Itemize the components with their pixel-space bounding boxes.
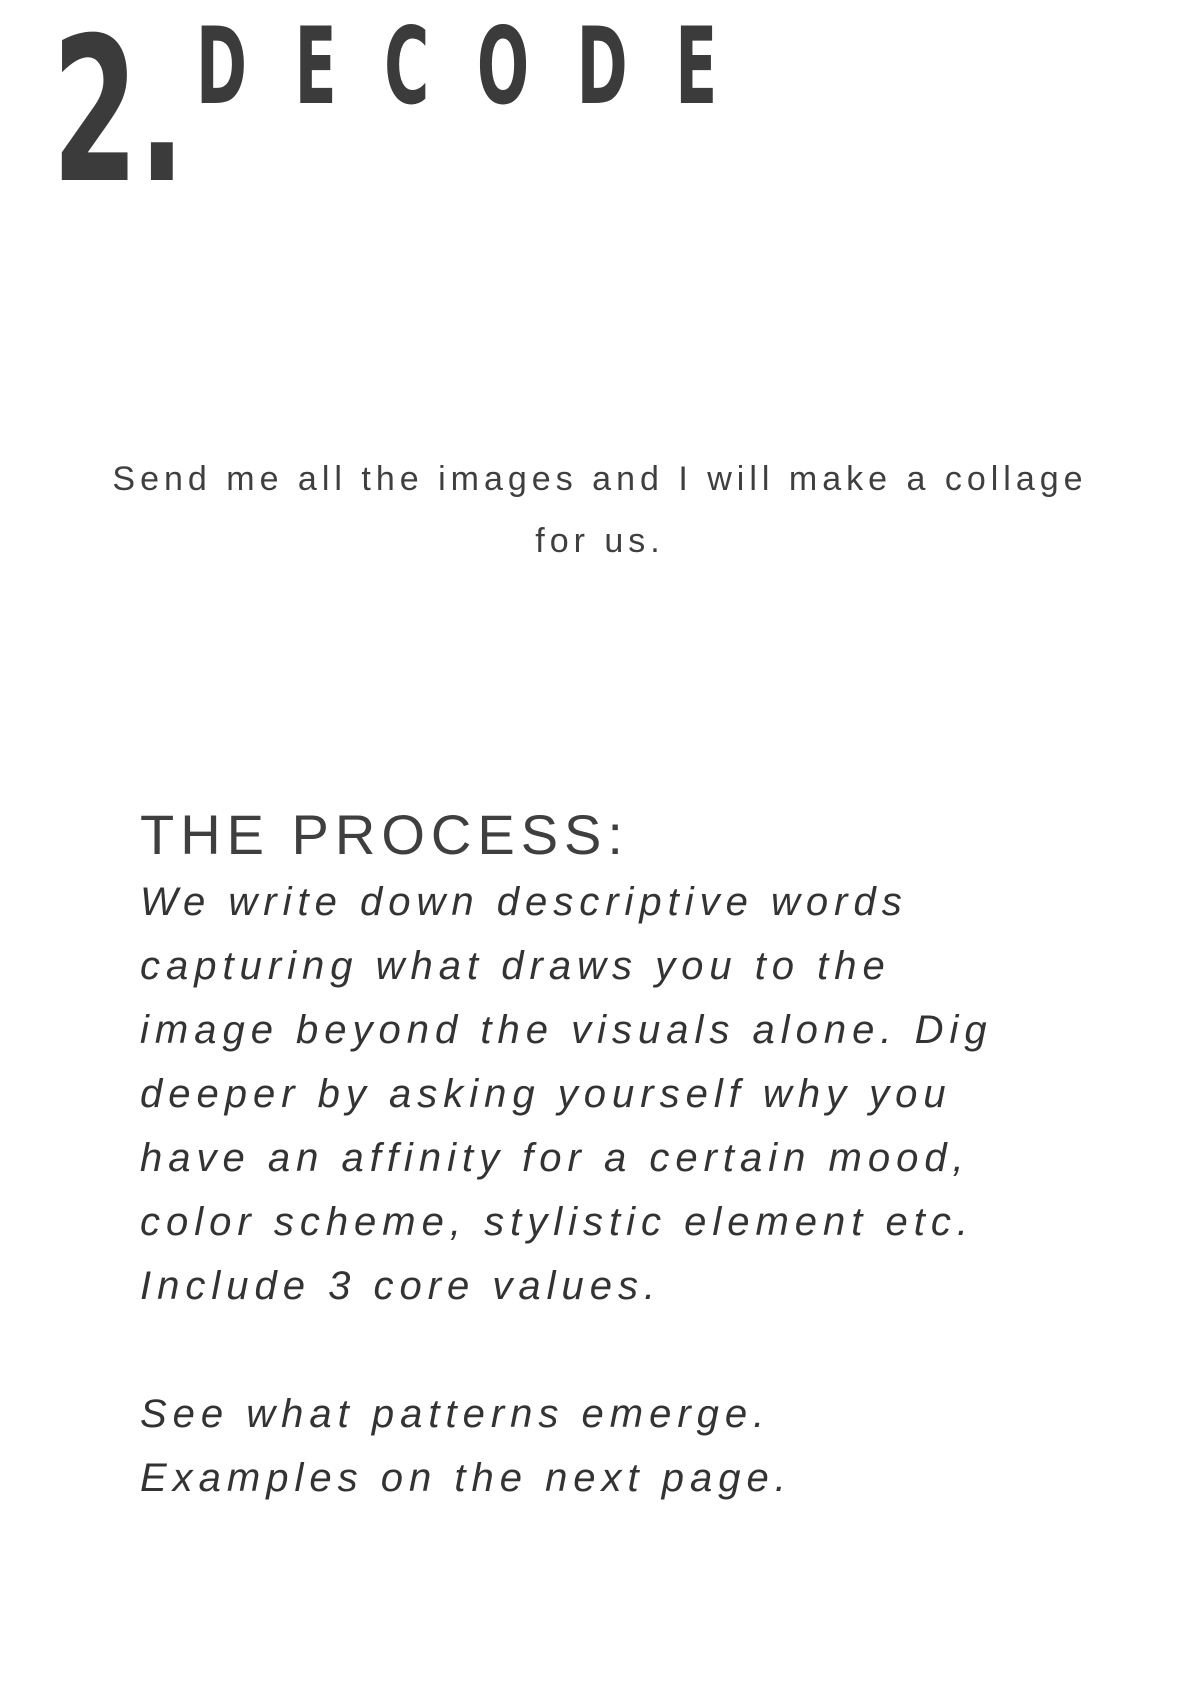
process-line: See what patterns emerge. [140,1392,771,1436]
process-section [140,800,1140,1510]
process-paragraph [140,1382,1140,1510]
process-line: image beyond the visuals alone. Dig [140,1008,993,1052]
process-line: We write down descriptive words [140,880,908,924]
process-line: color scheme, stylistic element etc. [140,1200,974,1244]
step-title: DECODE [196,5,765,128]
paragraph-gap [140,1318,1140,1382]
process-line: deeper by asking yourself why you [140,1072,952,1116]
process-line: have an affinity for a certain mood, [140,1136,970,1180]
intro-text [40,448,1160,572]
process-line: Include 3 core values. [140,1264,662,1308]
process-heading: THE PROCESS: [140,803,629,866]
intro-line: Send me all the images and I will make a collage [112,460,1088,498]
intro-line: for us. [535,522,665,560]
process-paragraph [140,870,1140,1318]
process-line: Examples on the next page. [140,1456,792,1500]
step-number: 2. [52,0,186,228]
process-line: capturing what draws you to the [140,944,891,988]
